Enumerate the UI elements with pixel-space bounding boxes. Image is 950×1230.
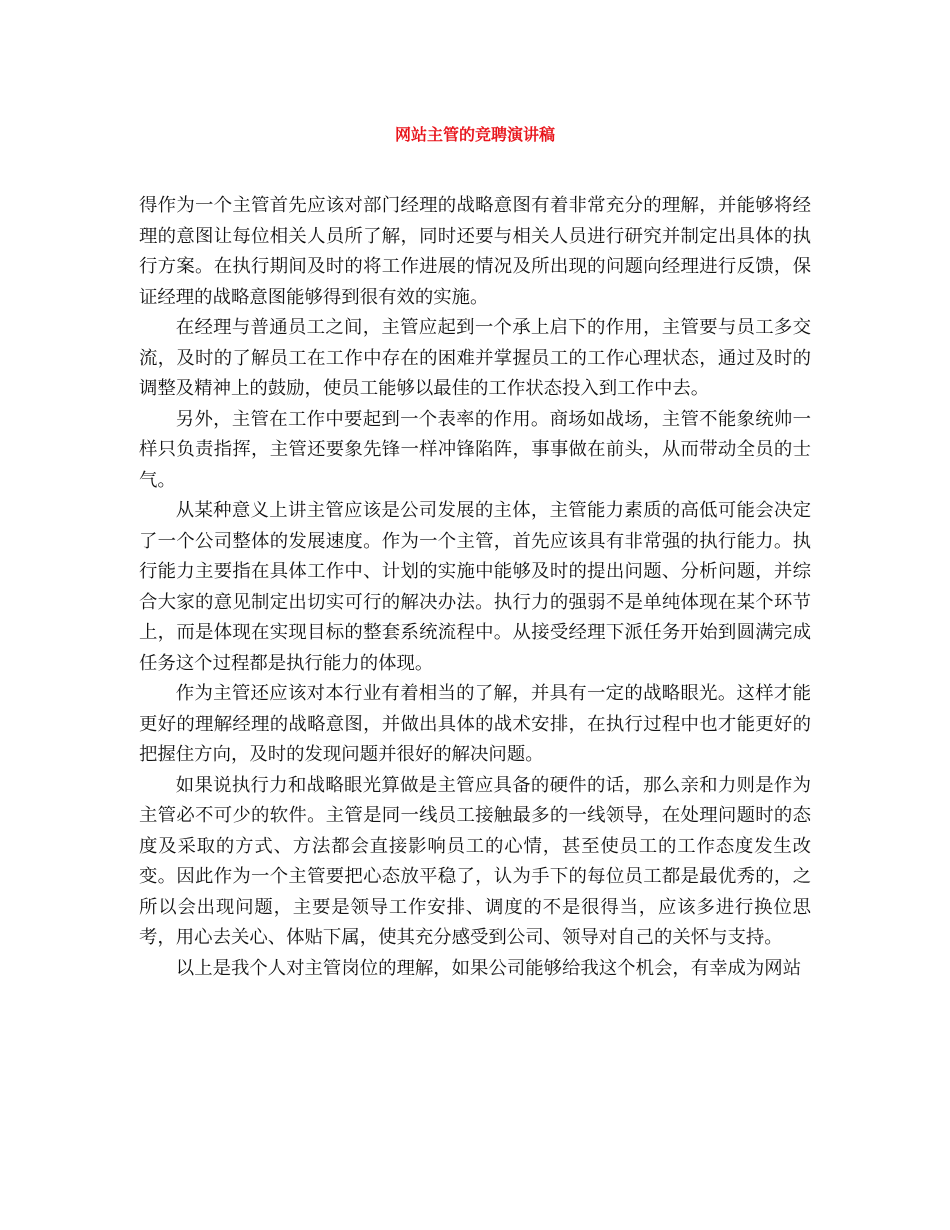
paragraph-3: 另外，主管在工作中要起到一个表率的作用。商场如战场，主管不能象统帅一样只负责指挥，主管还要象先锋一样冲锋陷阵，事事做在前头，从而带动全员的士气。 [139, 408, 811, 491]
document-title: 网站主管的竞聘演讲稿 [394, 125, 555, 144]
document-body [139, 191, 811, 984]
paragraph-7: 以上是我个人对主管岗位的理解，如果公司能够给我这个机会，有幸成为网站 [175, 957, 802, 979]
paragraph-5: 作为主管还应该对本行业有着相当的了解，并具有一定的战略眼光。这样才能更好的理解经理的战略意图，并做出具体的战术安排，在执行过程中也才能更好的把握住方向，及时的发现问题并很好的解决问题。 [139, 683, 811, 765]
paragraph-1: 得作为一个主管首先应该对部门经理的战略意图有着非常充分的理解，并能够将经理的意图让每位相关人员所了解，同时还要与相关人员进行研究并制定出具体的执行方案。在执行期间及时的将工作进展的情况及所出现的问题向经理进行反馈，保证经理的战略意图能够得到很有效的实施。 [139, 195, 811, 308]
paragraph-6: 如果说执行力和战略眼光算做是主管应具备的硬件的话，那么亲和力则是作为主管必不可少的软件。主管是同一线员工接触最多的一线领导，在处理问题时的态度及采取的方式、方法都会直接影响员工的心情，甚至使员工的工作态度发生改变。因此作为一个主管要把心态放平稳了，认为手下的每位员工都是最优秀的，之所以会出现问题，主要是领导工作安排、调度的不是很得当，应该多进行换位思考，用心去关心、体贴下属，使其充分感受到公司、领导对自己的关怀与支持。 [139, 774, 811, 948]
paragraph-4: 从某种意义上讲主管应该是公司发展的主体，主管能力素质的高低可能会决定了一个公司整体的发展速度。作为一个主管，首先应该具有非常强的执行能力。执行能力主要指在具体工作中、计划的实施中能够及时的提出问题、分析问题，并综合大家的意见制定出切实可行的解决办法。执行力的强弱不是单纯体现在某个环节上，而是体现在实现目标的整套系统流程中。从接受经理下派任务开始到圆满完成任务这个过程都是执行能力的体现。 [139, 500, 811, 674]
paragraph-2: 在经理与普通员工之间，主管应起到一个承上启下的作用，主管要与员工多交流，及时的了解员工在工作中存在的困难并掌握员工的工作心理状态，通过及时的调整及精神上的鼓励，使员工能够以最佳的工作状态投入到工作中去。 [139, 317, 811, 399]
